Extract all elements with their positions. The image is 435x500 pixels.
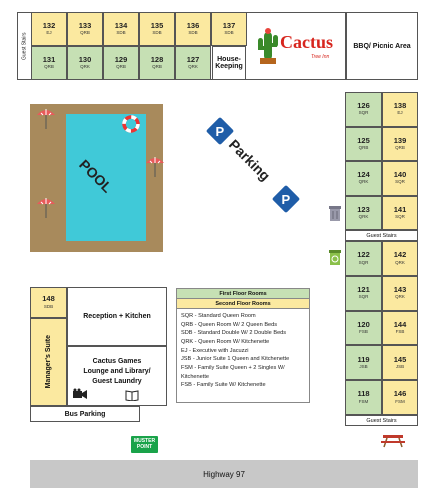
room-126 [345, 92, 382, 127]
room-number: 121 [357, 285, 370, 295]
room-type: EJ [46, 30, 52, 36]
room-125 [345, 127, 382, 162]
games-lounge: Cactus Games Lounge and Library/ Guest Laundry [67, 346, 167, 406]
bus-parking: Bus Parking [30, 406, 140, 422]
legend [176, 288, 310, 403]
book-icon [125, 389, 139, 401]
room-type: FSB [395, 329, 405, 335]
muster-point: MUSTER POINT [131, 436, 158, 453]
room-134 [103, 12, 139, 46]
room-121 [345, 276, 382, 311]
room-118 [345, 380, 382, 415]
room-type: QRB [152, 64, 162, 70]
video-camera-icon [72, 388, 88, 400]
room-128 [139, 46, 175, 80]
room-type: SQR [395, 179, 405, 185]
room-type: JSB [395, 363, 405, 369]
room-120 [345, 311, 382, 346]
umbrella-icon [144, 155, 166, 179]
room-number: 126 [357, 101, 370, 111]
housekeeping: House-Keeping [212, 46, 246, 80]
parking-symbol: P [281, 191, 291, 207]
parking-sign-bottom [272, 185, 300, 213]
room-123 [345, 196, 382, 231]
room-type: QRK [80, 64, 90, 70]
room-number: 134 [114, 20, 128, 30]
parking-sign-top [206, 117, 234, 145]
room-number: 145 [393, 354, 407, 364]
room-124 [345, 161, 382, 196]
managers-suite: Manager's Suite [30, 318, 67, 406]
room-137 [211, 12, 247, 46]
room-number: 138 [393, 101, 407, 111]
room-type: SQR [358, 259, 369, 265]
logo-text: Cactus [280, 32, 333, 52]
room-132 [31, 12, 67, 46]
room-number: 137 [222, 20, 236, 30]
room-number: 142 [393, 250, 407, 260]
legend-item: SDB - Standard Double W/ 2 Double Beds [181, 330, 287, 337]
room-type: QRB [116, 64, 126, 70]
room-type: QRK [358, 213, 369, 219]
life-ring-icon [122, 115, 140, 133]
legend-item: FSB - Family Suite W/ Kitchenette [181, 382, 266, 389]
highway: Highway 97 [30, 460, 418, 488]
legend-item: QRK - Queen Room W/ Kitchenette [181, 338, 270, 345]
room-type: SQR [358, 110, 369, 116]
room-type: SDB [224, 30, 234, 36]
room-number: 119 [357, 354, 370, 364]
room-number: 144 [393, 319, 407, 329]
room-130 [67, 46, 103, 80]
room-135 [139, 12, 175, 46]
recycling-bin-icon [328, 248, 342, 266]
room-number: 132 [42, 20, 56, 30]
room-number: 128 [150, 54, 164, 64]
room-127 [175, 46, 211, 80]
umbrella-icon [35, 196, 57, 220]
room-140 [382, 161, 418, 196]
room-148: 148 SDB [30, 287, 67, 318]
bbq-picnic-area: BBQ/ Picnic Area [346, 12, 418, 80]
room-143 [382, 276, 418, 311]
room-142 [382, 241, 418, 276]
trash-bin-icon [328, 204, 342, 222]
room-type: QRK [395, 294, 405, 300]
logo-subtext: Tree Inn [311, 54, 330, 60]
room-type: QRK [358, 179, 369, 185]
room-type: FSM [395, 398, 405, 404]
room-129 [103, 46, 139, 80]
room-number: 140 [393, 170, 407, 180]
room-type: QRB [80, 30, 90, 36]
room-type: FSB [359, 329, 368, 335]
room-type: QRK [188, 64, 198, 70]
room-number: 118 [357, 389, 370, 399]
parking-symbol: P [215, 123, 225, 139]
legend-item: SQR - Standard Queen Room [181, 313, 256, 319]
legend-item: EJ - Executive with Jacuzzi [181, 347, 249, 354]
room-number: 143 [393, 285, 407, 295]
room-type: SDB [116, 30, 126, 36]
room-type: QRB [44, 64, 54, 70]
umbrella-icon [35, 107, 57, 131]
room-number: 129 [114, 54, 128, 64]
room-131 [31, 46, 67, 80]
room-133 [67, 12, 103, 46]
parking-label: Parking [225, 136, 274, 184]
room-number: 125 [357, 135, 370, 145]
room-144 [382, 311, 418, 346]
room-number: 127 [186, 54, 200, 64]
room-119 [345, 345, 382, 380]
room-number: 139 [393, 135, 407, 145]
room-type: QRK [395, 259, 405, 265]
room-138 [382, 92, 418, 127]
room-type: SQR [395, 213, 405, 219]
room-type: QRB [395, 144, 405, 150]
room-number: 141 [393, 204, 407, 214]
room-number: 131 [42, 54, 56, 64]
room-number: 122 [357, 250, 370, 260]
room-number: 135 [150, 20, 164, 30]
room-type: SQR [358, 294, 369, 300]
room-type: FSM [358, 398, 369, 404]
guest-stairs-bottom: Guest Stairs [345, 415, 418, 426]
room-type: EJ [397, 110, 403, 116]
room-type: SDB [152, 30, 162, 36]
legend-item: FSM - Family Suite Queen + 2 Singles W/ Kitchenette [181, 364, 285, 380]
picnic-table-icon [380, 429, 406, 449]
room-number: 124 [357, 170, 370, 180]
room-122 [345, 241, 382, 276]
legend-items [177, 309, 309, 393]
room-number: 120 [357, 319, 370, 329]
legend-first-floor: First Floor Rooms [177, 289, 309, 299]
room-number: 136 [186, 20, 200, 30]
legend-item: JSB - Junior Suite 1 Queen and Kitchenette [181, 356, 290, 363]
guest-stairs-top: Guest Stairs [17, 12, 31, 80]
room-number: 130 [78, 54, 92, 64]
legend-second-floor: Second Floor Rooms [177, 299, 309, 309]
room-141 [382, 196, 418, 231]
room-number: 123 [357, 204, 370, 214]
guest-stairs-mid: Guest Stairs [345, 230, 418, 241]
room-136 [175, 12, 211, 46]
room-146 [382, 380, 418, 415]
room-number: 146 [393, 389, 407, 399]
pool-label: POOL [76, 156, 116, 196]
room-type: SDB [188, 30, 198, 36]
legend-item: QRB - Queen Room W/ 2 Queen Beds [181, 321, 278, 328]
room-number: 133 [78, 20, 92, 30]
reception-kitchen: Reception + Kitchen [67, 287, 167, 346]
room-145 [382, 345, 418, 380]
room-139 [382, 127, 418, 162]
room-type: JSB [359, 363, 368, 369]
room-type: QRB [358, 144, 369, 150]
